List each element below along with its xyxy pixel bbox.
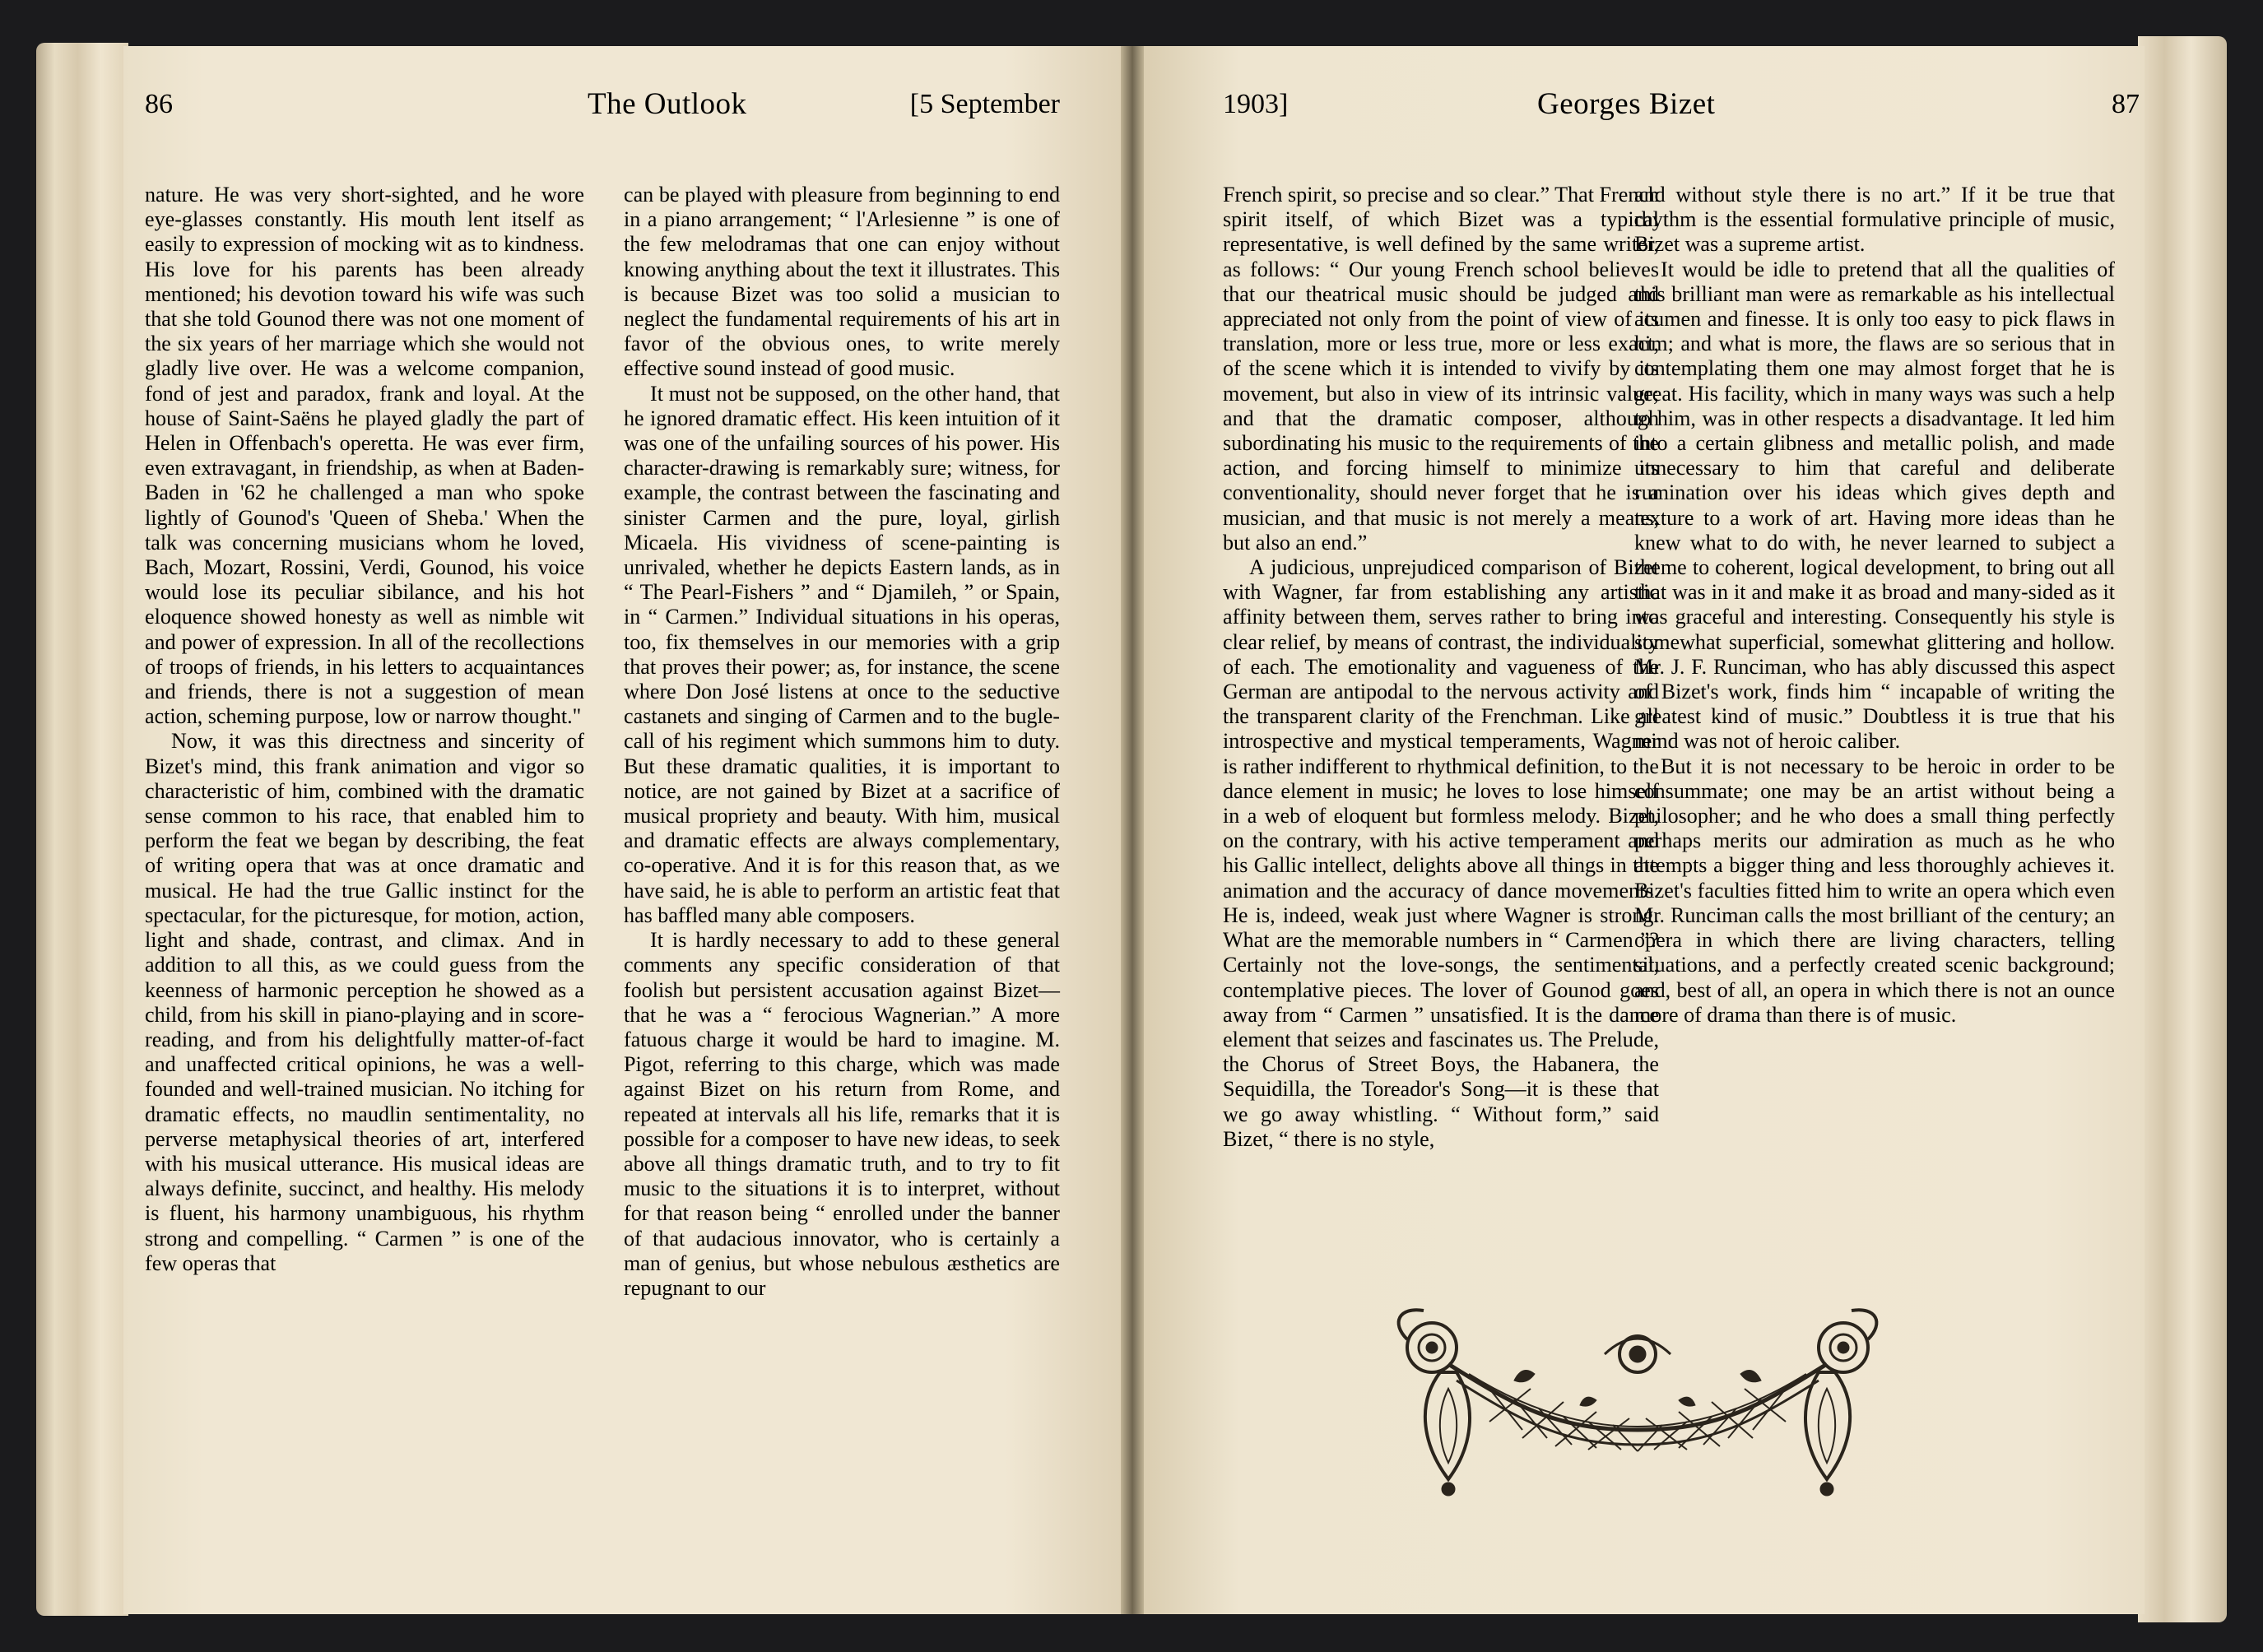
paragraph: It would be idle to pretend that all the qualities of this brilliant man were as remarkable as his intellectual acumen and finesse. It is only too easy to pick flaws in him; and what is more, the flaws are so serious that in contemplating them one may almost forget that he is great. His facility, which in many ways was such a help to him, was in other respects a disadvantage. It led him into a certain glibness and metallic polish, and made unnecessary to him that careful and deliberate rumination over his ideas which gives depth and texture to a work of art. Having more ideas than he knew what to do with, he never learned to subject a theme to coherent, logical development, to bring out all that was in it and make it as broad and many-sided as it was graceful and interesting. Consequently his style is somewhat superficial, somewhat glittering and hollow. Mr. J. F. Runciman, who has ably discussed this aspect of Bizet's work, finds him “ incapable of writing the greatest kind of music.” Doubtless it is true that his mind was not of heroic caliber. [1634, 257, 2115, 754]
left-column-1 [145, 183, 584, 1276]
right-page-number: 87 [2112, 89, 2140, 119]
paragraph: French spirit, so precise and so clear.” That French spirit itself, of which Bizet was a typical representative, is well defined by the same writer, as follows: “ Our young French school believes that our theatrical music should be judged and appreciated not only from the point of view of its translation, more or less true, more or less exact, of the scene which it is intended to vivify by its movement, but also in view of its intrinsic value; and that the dramatic composer, although subordinating his music to the requirements of the action, and forcing himself to minimize its conventionality, should never forget that he is a musician, and that music is not merely a means, but also an end.” [1223, 183, 1659, 555]
paragraph: It is hardly necessary to add to these general comments any specific consideration of that foolish but persistent accusation against Bizet—that he was a “ ferocious Wagnerian.” A more fatuous charge it would be hard to imagine. M. Pigot, referring to this charge, which was made against Bizet on his return from Rome, and repeated at intervals all his life, remarks that it is possible for a composer to have new ideas, to seek above all things dramatic truth, and to try to fit music to the situations it is to interpret, without for that reason being “ enrolled under the banner of that audacious innovator, who is certainly a man of genius, but whose nebulous æsthetics are repugnant to our [624, 928, 1060, 1300]
right-column-2 [1634, 183, 2115, 1028]
paragraph: natu⁠re. He was very short-sighted, and he wore eye-glasses constantly. His mouth lent itself as easily to expression of mocking wit as to kindness. His love for his parents has been already mentioned; his devotion toward his wife was such that she told Gounod there was not one moment of the six years of her marriage which she would not gladly live over. He was a welcome companion, fond of jest and paradox, frank and loyal. At the house of Saint-Saëns he played gladly the part of Helen in Offenbach's operetta. He was ever firm, even extravagant, in friendship, as when at Baden-Baden in '62 he challenged a man who spoke lightly of Gounod's 'Queen of Sheba.' When the talk was concerning musicians whom he loved, Bach, Mozart, Rossini, Verdi, Gounod, his voice would lose its peculiar sibilance, and his hot eloquence showed honesty as well as nimble wit and power of expression. In all of the recollections of troops of friends, in his letters to acquaintances and friends, there is not a suggestion of mean action, scheming purpose, low or narrow thought." [145, 183, 584, 729]
paragraph: Now, it was this directness and sincerity of Bizet's mind, this frank animation and vigor so characteristic of him, combined with the dramatic sense common to his race, that enabled him to perform the feat we began by describing, the feat of writing opera that was at once dramatic and musical. He had the true Gallic instinct for the spectacular, for the picturesque, for motion, action, light and shade, contrast, and climax. And in addition to all this, as we could guess from the keenness of harmonic perception he showed as a child, from his skill in piano-playing and in score-reading, and from his delightfully matter-of-fact and unaffected critical opinions, he was a well-founded and well-trained musician. No itching for dramatic effects, no maudlin sentimentality, no perverse metaphysical theories of art, interfered with his musical utterance. His musical ideas are always definite, succinct, and healthy. His melody is fluent, his harmony unambiguous, his rhythm strong and compelling. “ Carmen ” is one of the few operas that [145, 729, 584, 1275]
right-column-1 [1223, 183, 1659, 1152]
book-gutter [1121, 46, 1144, 1614]
page-stack-left [36, 43, 128, 1616]
right-running-head [1223, 89, 2140, 146]
paragraph: A judicious, unprejudiced comparison of Bizet with Wagner, far from establishing any artistic affinity between them, serves rather to bring into clear relief, by means of contrast, the individuality of each. The emotionality and vagueness of the German are antipodal to the nervous activity and the transparent clarity of the Frenchman. Like all introspective and mystical temperaments, Wagner is rather indifferent to rhythmical definition, to the dance element in music; he loves to lose himself in a web of eloquent but formless melody. Bizet, on the contrary, with his active temperament and his Gallic intellect, delights above all things in the animation and the accuracy of dance movements. He is, indeed, weak just where Wagner is strong. What are the memorable numbers in “ Carmen ”? Certainly not the love-songs, the sentimental, contemplative pieces. The lover of Gounod goes away from “ Carmen ” unsatisfied. It is the dance element that seizes and fascinates us. The Prelude, the Chorus of Street Boys, the Habanera, the Sequidilla, the Toreador's Song—it is these that we go away whistling. “ Without form,” said Bizet, “ there is no style, [1223, 555, 1659, 1151]
left-running-title: The Outlook [588, 87, 747, 121]
page-stack-right [2138, 36, 2227, 1622]
paragraph: But it is not necessary to be heroic in order to be consummate; one may be an artist without being a philosopher; and he who does a small thing perfectly perhaps merits our admiration as much as he who attempts a bigger thing and less thoroughly achieves it. Bizet's faculties fitted him to write an opera which even Mr. Runciman calls the most brilliant of the century; an opera in which there are living characters, telling situations, and a perfectly created scenic background; and, best of all, an opera in which there is not an ounce more of drama than there is of music. [1634, 754, 2115, 1027]
left-page-number: 86 [145, 89, 173, 119]
left-running-head [145, 89, 1060, 146]
paragraph: can be played with pleasure from beginning to end in a piano arrangement; “ l'Arlesienne ” is one of the few melodramas that one can enjoy without knowing anything about the text it illustrates. This is because Bizet was too solid a musician to neglect the fundamental requirements of his art in favor of the obvious ones, to write merely effective sound instead of good music. [624, 183, 1060, 381]
left-header-date: [5 September [909, 89, 1060, 119]
right-running-title: Georges Bizet [1537, 87, 1716, 121]
left-column-2 [624, 183, 1060, 1301]
paragraph: and without style there is no art.” If it be true that rhythm is the essential formulative principle of music, Bizet was a supreme artist. [1634, 183, 2115, 257]
floral-ornament-icon [1391, 1306, 1884, 1501]
right-header-date: 1903] [1223, 89, 1289, 119]
paragraph: It must not be supposed, on the other hand, that he ignored dramatic effect. His keen intuition of it was one of the unfailing sources of his power. His character-drawing is remarkably sure; witness, for example, the contrast between the fascinating and sinister Carmen and the pure, loyal, girlish Micaela. His vividness of scene-painting is unrivaled, whether he depicts Eastern lands, as in “ The Pearl-Fishers ” and “ Djamileh, ” or Spain, in “ Carmen.” Individual situations in his operas, too, fix themselves in our memories with a grip that proves their power; as, for instance, the scene where Don José listens at once to the seductive castanets and singing of Carmen and to the bugle-call of his regiment which summons him to duty. But these dramatic qualities, it is important to notice, are not gained by Bizet at a sacrifice of musical propriety and beauty. With him, musical and dramatic effects are always complementary, co-operative. And it is for this reason that, as we have said, he is able to perform an artistic feat that has baffled many able composers. [624, 381, 1060, 927]
